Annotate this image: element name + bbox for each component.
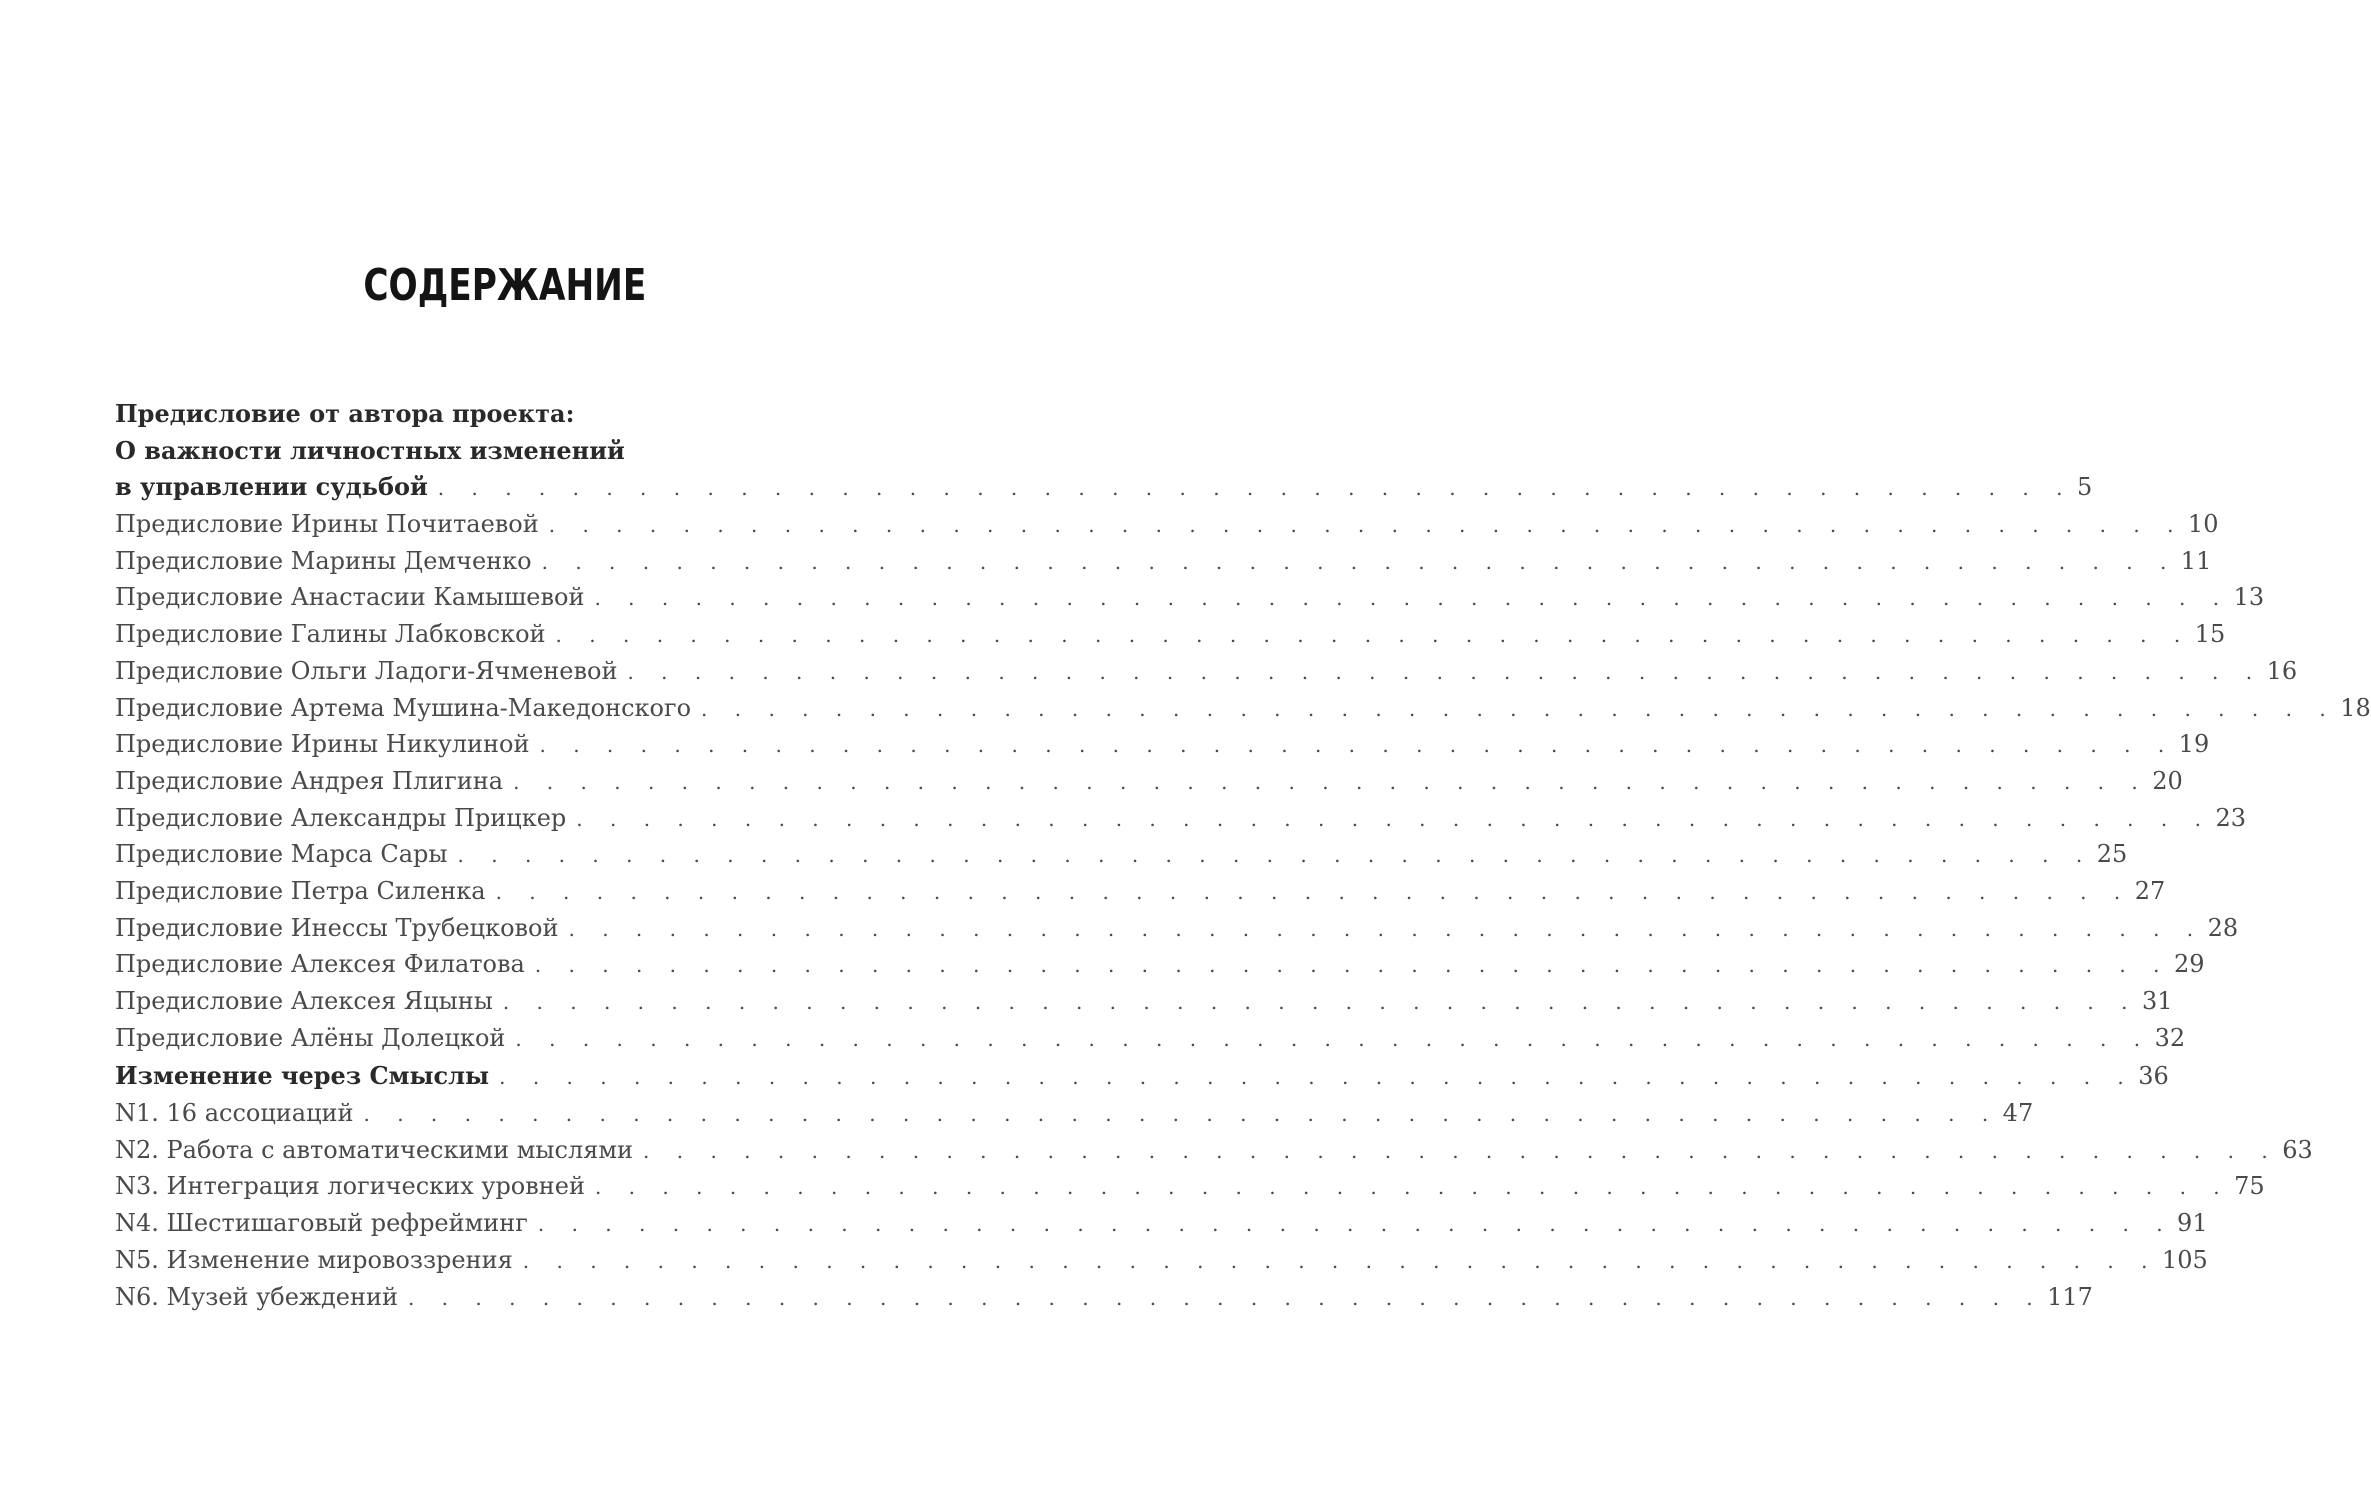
toc-page-number: 63 — [2282, 1135, 2313, 1164]
toc-entry-text: N3. Интеграция логических уровней — [115, 1172, 585, 1201]
toc-page-number: 32 — [2154, 1023, 2186, 1052]
dot-leader: . . . . . . . . . . . . . . . . . . . . . . . . . . . . . . . . . . . . . . . . . . . . . . . . . — [502, 990, 2138, 1014]
toc-entry-text: Предисловие Ольги Ладоги-Ячменевой — [115, 656, 618, 685]
toc-page-number: 10 — [2187, 510, 2219, 539]
toc-entry — [115, 1205, 2208, 1242]
toc-page-number: 91 — [2177, 1209, 2208, 1238]
toc-entry-text: Предисловие Алексея Яцыны — [115, 987, 493, 1015]
toc-entry-text: Предисловие Петра Силенка — [115, 876, 486, 905]
dot-leader: . . . . . . . . . . . . . . . . . . . . . . . . . . . . . . . . . . . . . . . . . . . . . . . . . — [534, 953, 2170, 978]
toc-entry — [115, 1168, 2265, 1205]
toc-entry — [115, 653, 2298, 690]
dot-leader: . . . . . . . . . . . . . . . . . . . . . . . . . . . . . . . . . . . . . . . . . . . . . . . . . — [457, 843, 2093, 868]
toc-entry — [115, 543, 2212, 580]
toc-entry-text: Предисловие Галины Лабковской — [115, 620, 546, 649]
toc-entry-author-preface — [115, 469, 2093, 506]
dot-leader: . . . . . . . . . . . . . . . . . . . . . . . . . . . . . . . . . . . . . . . . . . . . . . . . . — [594, 1175, 2231, 1200]
toc-entry — [115, 763, 2183, 800]
toc-entry-text: Предисловие Ирины Никулиной — [115, 730, 530, 759]
toc-page-number: 31 — [2141, 987, 2173, 1015]
dot-leader: . . . . . . . . . . . . . . . . . . . . . . . . . . . . . . . . . . . . . . . . . . . . . . . . . — [437, 476, 2073, 501]
toc-entry-text: Предисловие Андрея Плигина — [115, 766, 504, 795]
dot-leader: . . . . . . . . . . . . . . . . . . . . . . . . . . . . . . . . . . . . . . . . . . . . . . . . . — [701, 696, 2337, 721]
dot-leader: . . . . . . . . . . . . . . . . . . . . . . . . . . . . . . . . . . . . . . . . . . . . . . . . . — [537, 1212, 2174, 1237]
toc-page-number: 15 — [2194, 620, 2226, 649]
toc-page-number: 28 — [2207, 913, 2239, 942]
toc-entry — [115, 1132, 2313, 1169]
toc-entry — [115, 726, 2210, 763]
dot-leader: . . . . . . . . . . . . . . . . . . . . . . . . . . . . . . . . . . . . . . . . . . . . . . . . . — [594, 586, 2230, 611]
toc-entry-text: Предисловие Алёны Долецкой — [115, 1023, 506, 1052]
toc-entry-text: в управлении судьбой — [115, 472, 428, 502]
toc-preface-list — [115, 506, 2371, 1056]
toc-entry-text: N4. Шестишаговый рефрейминг — [115, 1209, 528, 1238]
dot-leader: . . . . . . . . . . . . . . . . . . . . . . . . . . . . . . . . . . . . . . . . . . . . . . . . . — [548, 513, 2184, 538]
toc-entry-text: N6. Музей убеждений — [115, 1282, 398, 1311]
toc-page-number: 13 — [2233, 583, 2265, 612]
dot-leader: . . . . . . . . . . . . . . . . . . . . . . . . . . . . . . . . . . . . . . . . . . . . . . . . . — [555, 623, 2191, 648]
toc-entry-text: Предисловие Инессы Трубецковой — [115, 913, 559, 942]
dot-leader: . . . . . . . . . . . . . . . . . . . . . . . . . . . . . . . . . . . . . . . . . . . . . . . . . — [363, 1102, 1999, 1127]
toc-page-number: 5 — [2076, 473, 2093, 502]
toc-entry — [115, 946, 2205, 983]
toc-entry — [115, 983, 2173, 1020]
toc-page-number: 18 — [2340, 693, 2371, 722]
toc-entry-text: Предисловие Артема Мушина-Македонского — [115, 693, 692, 722]
toc-entry — [115, 1279, 2093, 1316]
toc-entry-text: Предисловие Алексея Филатова — [115, 950, 525, 979]
toc-heading-line-1: Предисловие от автора проекта: — [115, 399, 575, 428]
toc-page-number: 75 — [2234, 1172, 2265, 1201]
toc-page-number: 36 — [2138, 1062, 2169, 1091]
toc-entry — [115, 873, 2166, 910]
toc-page-number: 11 — [2180, 546, 2212, 575]
toc-page-number: 16 — [2266, 656, 2298, 685]
toc-entry — [115, 836, 2128, 873]
dot-leader: . . . . . . . . . . . . . . . . . . . . . . . . . . . . . . . . . . . . . . . . . . . . . . . . . — [643, 1138, 2279, 1163]
dot-leader: . . . . . . . . . . . . . . . . . . . . . . . . . . . . . . . . . . . . . . . . . . . . . . . . . — [522, 1248, 2158, 1273]
toc-entry — [115, 1020, 2186, 1057]
toc-page-number: 25 — [2096, 840, 2128, 869]
dot-leader: . . . . . . . . . . . . . . . . . . . . . . . . . . . . . . . . . . . . . . . . . . . . . . . . . — [513, 769, 2149, 794]
toc-entry — [115, 616, 2226, 653]
dot-leader: . . . . . . . . . . . . . . . . . . . . . . . . . . . . . . . . . . . . . . . . . . . . . . . . . — [515, 1026, 2151, 1051]
toc-entry-text: N1. 16 ассоциаций — [115, 1099, 354, 1128]
dot-leader: . . . . . . . . . . . . . . . . . . . . . . . . . . . . . . . . . . . . . . . . . . . . . . . . . — [407, 1285, 2044, 1310]
toc-page-number: 117 — [2047, 1282, 2093, 1311]
toc-entry-text: N2. Работа с автоматическими мыслями — [115, 1135, 634, 1164]
toc-entry-text: Предисловие Ирины Почитаевой — [115, 510, 539, 539]
toc-page-number: 27 — [2134, 876, 2166, 905]
toc-entry — [115, 800, 2246, 837]
dot-leader: . . . . . . . . . . . . . . . . . . . . . . . . . . . . . . . . . . . . . . . . . . . . . . . . . — [539, 733, 2175, 758]
toc-entry-text: Предисловие Марины Демченко — [115, 546, 532, 575]
toc-entry — [115, 910, 2239, 947]
toc-page-number: 29 — [2173, 950, 2205, 979]
toc-entry-text: Предисловие Анастасии Камышевой — [115, 583, 585, 612]
dot-leader: . . . . . . . . . . . . . . . . . . . . . . . . . . . . . . . . . . . . . . . . . . . . . . . . . — [627, 659, 2263, 684]
toc-entry — [115, 1095, 2034, 1132]
toc-entry-text: Изменение через Смыслы — [115, 1061, 490, 1091]
dot-leader: . . . . . . . . . . . . . . . . . . . . . . . . . . . . . . . . . . . . . . . . . . . . . . . . . — [568, 916, 2204, 941]
dot-leader: . . . . . . . . . . . . . . . . . . . . . . . . . . . . . . . . . . . . . . . . . . . . . . . . . — [495, 879, 2131, 904]
toc-page-number: 47 — [2002, 1099, 2034, 1128]
toc-entry — [115, 506, 2219, 543]
toc-entry — [115, 1242, 2208, 1279]
toc-entry — [115, 690, 2371, 727]
toc-section-list — [115, 1095, 2313, 1315]
dot-leader: . . . . . . . . . . . . . . . . . . . . . . . . . . . . . . . . . . . . . . . . . . . . . . . . . — [576, 806, 2212, 831]
toc-page-number: 105 — [2161, 1245, 2208, 1274]
toc-entry-text: Предисловие Александры Прицкер — [115, 803, 567, 832]
toc-page-number: 20 — [2152, 766, 2183, 795]
toc-entry-text: N5. Изменение мировоззрения — [115, 1245, 513, 1274]
toc-page-number: 19 — [2178, 730, 2210, 759]
toc-entry — [115, 579, 2265, 616]
dot-leader: . . . . . . . . . . . . . . . . . . . . . . . . . . . . . . . . . . . . . . . . . . . . . . . . . — [541, 549, 2177, 574]
table-of-contents — [115, 396, 2371, 1315]
toc-heading-line-2: О важности личностных изменений — [115, 435, 625, 465]
toc-section-heading — [115, 1058, 2169, 1095]
page-title: СОДЕРЖАНИЕ — [363, 260, 647, 311]
toc-entry-text: Предисловие Марса Сары — [115, 840, 448, 869]
toc-page-number: 23 — [2215, 803, 2246, 832]
dot-leader: . . . . . . . . . . . . . . . . . . . . . . . . . . . . . . . . . . . . . . . . . . . . . . . . . — [499, 1065, 2135, 1090]
